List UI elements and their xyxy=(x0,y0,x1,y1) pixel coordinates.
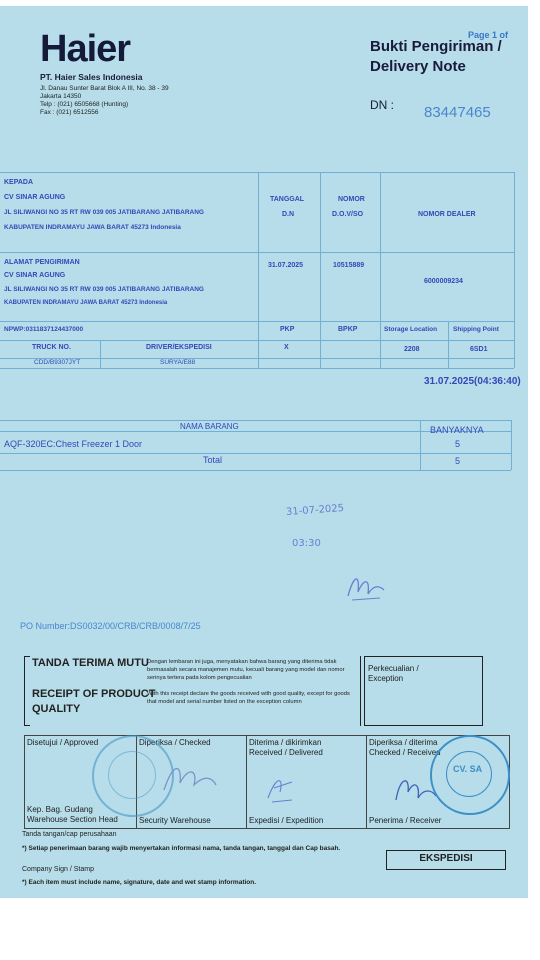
page-number: Page 1 of xyxy=(468,30,509,40)
company-address-line: Jl. Danau Sunter Barat Blok A III, No. 38 - 39 xyxy=(40,85,169,92)
quantity-header: BANYAKNYA xyxy=(430,425,484,435)
do-number: 10515889 xyxy=(333,262,365,269)
ship-region: KABUPATEN INDRAMAYU JAWA BARAT 45273 Indonesia xyxy=(4,300,168,306)
haier-logo: Haier xyxy=(40,28,131,70)
exception-label-en: Exception xyxy=(368,674,404,683)
section-head-label-en: Warehouse Section Head xyxy=(27,815,118,824)
recipient-name: CV SINAR AGUNG xyxy=(4,194,66,201)
footer-requirement-id: *) Setiap penerimaan barang wajib menyertakan informasi nama, tanda tangan, tanggal dan Cap basah. xyxy=(22,845,341,852)
exception-border xyxy=(364,656,482,657)
truck-label: TRUCK NO. xyxy=(32,344,71,351)
company-stamp-text: CV. SA xyxy=(453,764,483,774)
kepada-label: KEPADA xyxy=(4,179,34,186)
expedition-label: Expedisi / Expedition xyxy=(249,816,324,825)
table-border xyxy=(448,321,449,368)
company-fax: Fax : (021) 6512556 xyxy=(40,109,99,116)
recipient-region: KABUPATEN INDRAMAYU JAWA BARAT 45273 Indonesia xyxy=(4,224,181,231)
npwp: NPWP:0311837124437000 xyxy=(4,326,84,333)
dealer-number: 6000009234 xyxy=(424,278,463,285)
nomor-sub: D.O.V/SO xyxy=(332,211,364,218)
table-border xyxy=(514,172,515,368)
ship-address: JL SILIWANGI NO 35 RT RW 039 005 JATIBARANG JATIBARANG xyxy=(4,286,204,293)
company-name: PT. Haier Sales Indonesia xyxy=(40,72,143,82)
pkp-label: PKP xyxy=(280,326,295,333)
bpkp-label: BPKP xyxy=(338,326,358,333)
table-border xyxy=(100,340,101,368)
approved-label: Disetujui / Approved xyxy=(27,738,99,747)
exception-label: Perkecualian / xyxy=(368,664,419,673)
recipient-address: JL SILIWANGI NO 35 RT RW 039 005 JATIBARANG JATIBARANG xyxy=(4,209,204,216)
items-table-border xyxy=(0,470,511,471)
tanggal-label: TANGGAL xyxy=(270,196,305,203)
storage-location-label: Storage Location xyxy=(384,326,438,333)
handwritten-time: 03:30 xyxy=(292,538,321,549)
truck-number: CDD/B9307JYT xyxy=(34,359,81,366)
signature-divider xyxy=(246,735,247,828)
ship-name: CV SINAR AGUNG xyxy=(4,272,66,279)
received-label-en: Received / Delivered xyxy=(249,748,323,757)
nomor-label: NOMOR xyxy=(338,196,365,203)
print-timestamp: 31.07.2025(04:36:40) xyxy=(424,376,521,387)
receipt-divider xyxy=(360,656,361,726)
table-border xyxy=(0,321,514,322)
receipt-title-en-2: QUALITY xyxy=(32,703,81,715)
company-address-line: Jakarta 14350 xyxy=(40,93,82,100)
receipt-title-en: RECEIPT OF PRODUCT xyxy=(32,688,156,700)
item-name: AQF-320EC:Chest Freezer 1 Door xyxy=(4,439,143,449)
exception-border xyxy=(364,725,482,726)
po-number: PO Number:DS0032/00/CRB/CRB/0008/7/25 xyxy=(20,621,201,631)
dealer-label: NOMOR DEALER xyxy=(418,211,476,218)
exception-border xyxy=(364,656,365,726)
security-label: Security Warehouse xyxy=(139,816,211,825)
dn-label: DN : xyxy=(370,98,394,112)
company-phone: Telp : (021) 6505668 (Hunting) xyxy=(40,101,129,108)
receipt-bracket xyxy=(24,656,25,726)
table-border xyxy=(0,252,514,253)
company-stamp-inner xyxy=(446,751,492,797)
exception-border xyxy=(482,656,483,726)
dn-date: 31.07.2025 xyxy=(268,262,304,269)
checker-signature xyxy=(160,755,220,800)
receiver-label: Penerima / Receiver xyxy=(369,816,442,825)
item-quantity: 5 xyxy=(455,439,461,449)
total-label: Total xyxy=(203,455,223,465)
table-border xyxy=(0,340,514,341)
alamat-label: ALAMAT PENGIRIMAN xyxy=(4,259,80,266)
footer-requirement-en: *) Each item must include name, signature, date and wet stamp information. xyxy=(22,879,257,886)
expedition-signature xyxy=(262,768,302,808)
checked-received-label: Diperiksa / diterima xyxy=(369,738,438,747)
table-border xyxy=(0,172,514,173)
table-border xyxy=(0,368,514,369)
handwritten-initial xyxy=(344,568,388,606)
items-table-border xyxy=(511,420,512,470)
tanggal-sub: D.N xyxy=(282,211,295,218)
driver-name: SURYA/E88 xyxy=(160,359,196,366)
warehouse-stamp-inner xyxy=(108,751,156,799)
pkp-value: X xyxy=(284,344,289,351)
signature-divider xyxy=(366,735,367,828)
items-table-border xyxy=(420,420,421,470)
total-quantity: 5 xyxy=(455,456,461,466)
handwritten-date: 31-07-2025 xyxy=(285,502,345,519)
receipt-text-id: Dengan lembaran ini juga, menyatakan bahwa barang yang diterima tidak bermasalah secara manajemen mutu, kecuali barang yang model dan nomor serinya tertera pada kolom pengecualian xyxy=(147,659,345,681)
item-name-header: NAMA BARANG xyxy=(180,422,239,431)
dn-number: 83447465 xyxy=(424,104,491,121)
footer-sign-note: Tanda tangan/cap perusahaan xyxy=(22,831,117,838)
document-title: Bukti Pengiriman / xyxy=(370,38,502,55)
ekspedisi-label: EKSPEDISI xyxy=(419,853,473,864)
receipt-bracket xyxy=(24,656,30,657)
document-title-en: Delivery Note xyxy=(370,58,466,75)
received-label: Diterima / dikirimkan xyxy=(249,738,322,747)
table-border xyxy=(258,172,259,368)
receipt-text-en: With this receipt declare the goods received with good quality, except for goods that model and serial number listed on the exception column xyxy=(147,691,350,705)
shipping-point-value: 6SD1 xyxy=(470,346,488,353)
driver-label: DRIVER/EKSPEDISI xyxy=(146,344,212,351)
storage-location-value: 2208 xyxy=(404,346,420,353)
items-table-border xyxy=(0,453,511,454)
table-border xyxy=(380,172,381,368)
shipping-point-label: Shipping Point xyxy=(453,326,499,333)
table-border xyxy=(320,172,321,368)
receipt-title-id: TANDA TERIMA MUTU xyxy=(32,657,149,669)
footer-company-sign: Company Sign / Stamp xyxy=(22,866,94,873)
receipt-bracket xyxy=(24,725,30,726)
items-table-border xyxy=(0,420,511,421)
checked-received-label-en: Checked / Received xyxy=(369,748,441,757)
checked-label: Diperiksa / Checked xyxy=(139,738,211,747)
section-head-label: Kep. Bag. Gudang xyxy=(27,805,93,814)
